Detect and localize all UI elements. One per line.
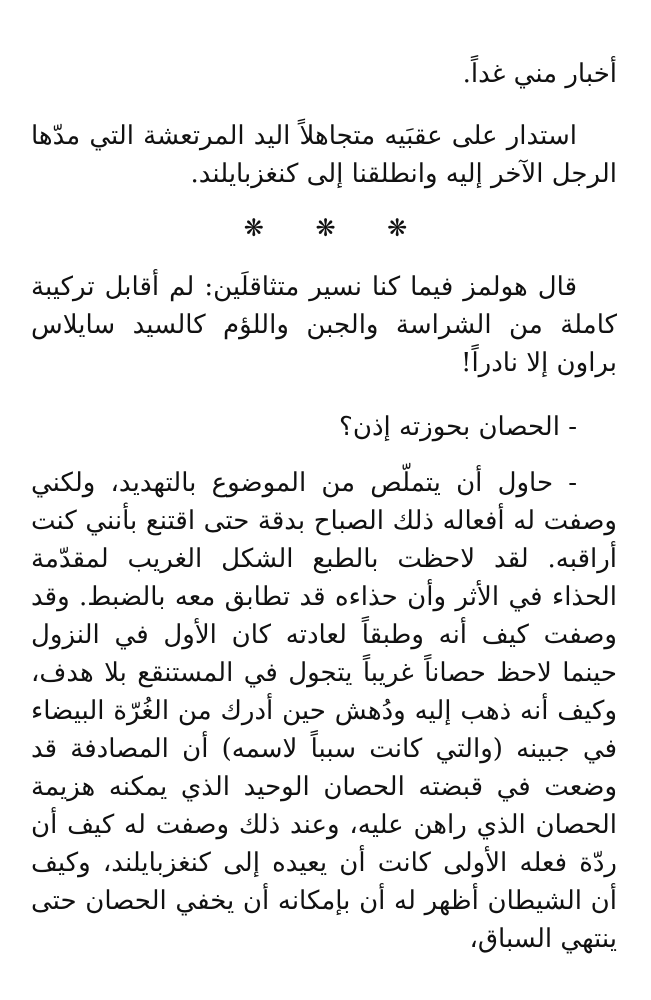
paragraph-5: - حاول أن يتملّص من الموضوع بالتهديد، ولكني وصفت له أفعاله ذلك الصباح بدقة حتى اقتنع بأنني كنت أراقبه. لقد لاحظت بالطبع الشكل الغريب لمقدّمة الحذاء في الأثر وأن حذاءه قد تطابق معه بالضبط. وقد وصفت كيف أنه وطبقاً لعادته كان الأول في النزول حينما لاحظ حصاناً غريباً يتجول في المستنقع بلا هدف، وكيف أنه ذهب إليه ودُهش حين أدرك من الغُرّة البيضاء في جبينه (والتي كانت سبباً لاسمه) أن المصادفة قد وضعت في قبضته الحصان الوحيد الذي يمكنه هزيمة الحصان الذي راهن عليه، وعند ذلك وصفت له كيف أن ردّة فعله الأولى كانت أن يعيده إلى كنغزبايلند، وكيف أن الشيطان أظهر له أن بإمكانه أن يخفي الحصان حتى ينتهي السباق،: [31, 468, 617, 954]
paragraph-4: - الحصان بحوزته إذن؟: [339, 412, 577, 442]
paragraph-1: أخبار مني غداً.: [462, 59, 617, 89]
section-separator: ❋ ❋ ❋: [243, 214, 430, 242]
paragraph-3: قال هولمز فيما كنا نسير متثاقلَين: لم أقابل تركيبة كاملة من الشراسة والجبن واللؤم كالسيد سايلاس براون إلا نادراً!: [31, 272, 617, 378]
paragraph-2: استدار على عقبَيه متجاهلاً اليد المرتعشة التي مدّها الرجل الآخر إليه وانطلقنا إلى كنغزبايلند.: [31, 121, 617, 189]
